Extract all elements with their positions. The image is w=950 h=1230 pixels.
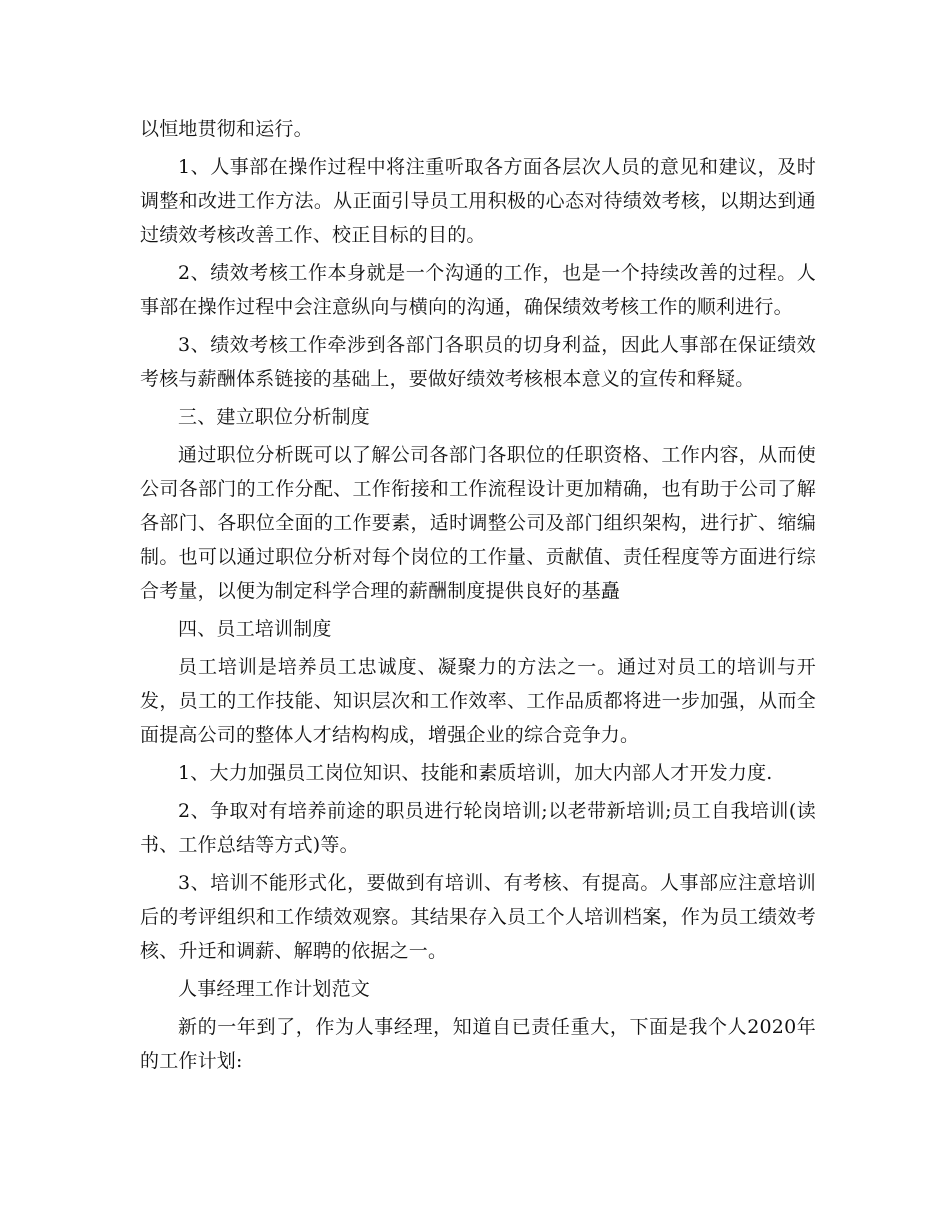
section-heading-3: 三、建立职位分析制度 — [178, 406, 371, 428]
paragraph-training-item-3: 3、培训不能形式化，要做到有培训、有考核、有提高。人事部应注意培训后的考评组织和工作绩效观察。其结果存入员工个人培训档案，作为员工绩效考核、升迁和调薪、解聘的依据之一。 — [140, 872, 816, 962]
document-subtitle: 人事经理工作计划范文 — [178, 978, 371, 1000]
paragraph-training-item-1: 1、大力加强员工岗位知识、技能和素质培训，加大内部人才开发力度. — [178, 762, 773, 784]
paragraph-job-analysis: 通过职位分析既可以了解公司各部门各职位的任职资格、工作内容，从而使公司各部门的工作分配、工作衔接和工作流程设计更加精确，也有助于公司了解各部门、各职位全面的工作要素，适时调整公司及部门组织架构，进行扩、缩编制。也可以通过职位分析对每个岗位的工作量、贡献值、责任程度等方面进行综合考量，以便为制定科学合理的薪酬制度提供良好的基矗 — [140, 444, 816, 602]
paragraph-item-3: 3、绩效考核工作牵涉到各部门各职员的切身利益，因此人事部在保证绩效考核与薪酬体系链接的基础上，要做好绩效考核根本意义的宣传和释疑。 — [140, 334, 816, 390]
paragraph-training-intro: 员工培训是培养员工忠诚度、凝聚力的方法之一。通过对员工的培训与开发，员工的工作技能、知识层次和工作效率、工作品质都将进一步加强，从而全面提高公司的整体人才结构构成，增强企业的综合竞争力。 — [140, 656, 816, 746]
section-heading-4: 四、员工培训制度 — [178, 618, 332, 640]
paragraph-plan-intro: 新的一年到了，作为人事经理，知道自已责任重大，下面是我个人2020年的工作计划: — [140, 1016, 816, 1072]
paragraph-continuation: 以恒地贯彻和运行。 — [140, 118, 313, 140]
paragraph-training-item-2: 2、争取对有培养前途的职员进行轮岗培训;以老带新培训;员工自我培训(读书、工作总结等方式)等。 — [140, 800, 816, 856]
paragraph-item-2: 2、绩效考核工作本身就是一个沟通的工作，也是一个持续改善的过程。人事部在操作过程中会注意纵向与横向的沟通，确保绩效考核工作的顺利进行。 — [140, 262, 816, 318]
paragraph-item-1: 1、人事部在操作过程中将注重听取各方面各层次人员的意见和建议，及时调整和改进工作方法。从正面引导员工用积极的心态对待绩效考核，以期达到通过绩效考核改善工作、校正目标的目的。 — [140, 156, 816, 246]
document-body — [140, 112, 816, 1082]
